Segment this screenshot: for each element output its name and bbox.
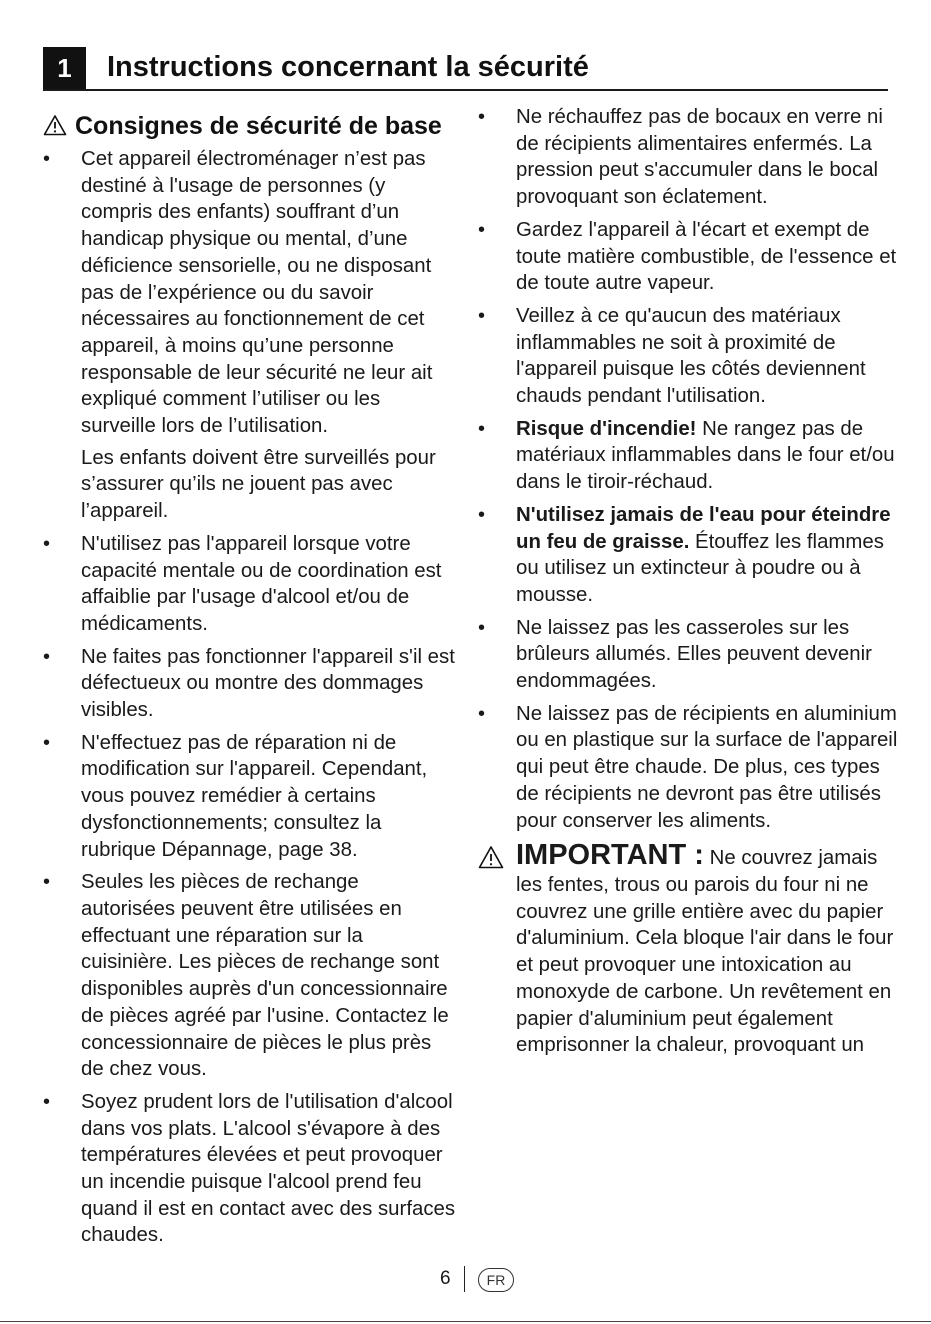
language-badge: FR <box>478 1268 514 1292</box>
important-notice <box>478 840 898 1059</box>
list-item <box>478 701 898 835</box>
list-item-text: Ne laissez pas de récipients en aluminium ou en plastique sur la surface de l'appareil qui peut être chaude. De plus, ces types de récipients ne devront pas être utilisés pour conserver les aliments. <box>516 702 898 832</box>
bottom-divider <box>0 1321 931 1322</box>
list-item <box>43 146 458 525</box>
chapter-header <box>43 47 888 91</box>
chapter-title: Instructions concernant la sécurité <box>107 51 589 83</box>
list-item-text: Cet appareil électroménager n’est pas destiné à l'usage de personnes (y compris des enfants) souffrant d’un handicap physique ou mental, d’une déficience sensorielle, ou ne disposant pas de l’expérience ou du savoir nécessaires au fonctionnement de cet appareil, à moins qu’une personne responsable de leur sécurité ne leur ait expliqué comment l’utiliser ou les surveille lors de l’utilisation. <box>81 148 433 438</box>
page-footer <box>0 1266 931 1294</box>
left-column <box>43 108 458 1255</box>
list-item <box>43 730 458 864</box>
section-heading-text: Consignes de sécurité de base <box>75 112 442 140</box>
footer-divider <box>464 1266 465 1292</box>
list-item <box>478 615 898 695</box>
list-item <box>43 1089 458 1249</box>
list-item-text: Étouffez les flammes ou utilisez un extincteur à poudre ou à mousse. <box>516 530 884 606</box>
list-item-text: Veillez à ce qu'aucun des matériaux inflammables ne soit à proximité de l'appareil puisque les côtés deviennent chauds pendant l'utilisation. <box>516 304 866 408</box>
section-heading <box>43 108 458 140</box>
list-item-text: N'utilisez pas l'appareil lorsque votre capacité mentale ou de coordination est affaiblie par l'usage d'alcool et/ou de médicaments. <box>81 532 442 635</box>
list-item-text: Soyez prudent lors de l'utilisation d'alcool dans vos plats. L'alcool s'évapore à des températures élevées et peut provoquer un incendie puisque l'alcool prend feu quand il est en contact avec des surfaces chaudes. <box>81 1090 456 1247</box>
right-column <box>478 104 898 1059</box>
chapter-number-badge: 1 <box>43 47 86 89</box>
list-item-text: Ne rangez pas de matériaux inflammables dans le four et/ou dans le tiroir-réchaud. <box>516 417 895 494</box>
list-item <box>478 303 898 410</box>
list-item <box>478 416 898 496</box>
list-item <box>478 217 898 297</box>
list-item-subtext: Les enfants doivent être surveillés pour s’assurer qu’ils ne jouent pas avec l’appareil. <box>81 446 436 523</box>
grease-fire-warning: N'utilisez jamais de l'eau pour éteindre un feu de graisse. <box>516 503 891 553</box>
warning-triangle-icon <box>43 114 67 140</box>
important-label: IMPORTANT : <box>516 839 704 872</box>
safety-list-left <box>43 146 458 1249</box>
list-item-text: Gardez l'appareil à l'écart et exempt de toute matière combustible, de l'essence et de toute autre vapeur. <box>516 218 897 295</box>
list-item <box>43 869 458 1083</box>
list-item-text: Ne faites pas fonctionner l'appareil s'il est défectueux ou montre des dommages visibles. <box>81 645 455 722</box>
fire-risk-label: Risque d'incendie! <box>516 417 697 440</box>
list-item <box>478 502 898 609</box>
list-item-text: N'effectuez pas de réparation ni de modification sur l'appareil. Cependant, vous pouvez remédier à certains dysfonctionnements; consultez la rubrique Dépannage, page 38. <box>81 731 428 861</box>
list-item-text: Ne réchauffez pas de bocaux en verre ni de récipients alimentaires enfermés. La pression peut s'accumuler dans le bocal provoquant son éclatement. <box>516 106 883 209</box>
list-item <box>478 104 898 211</box>
warning-triangle-icon <box>478 845 504 877</box>
important-text: Ne couvrez jamais les fentes, trous ou parois du four ni ne couvrez une grille entière avec du papier d'aluminium. Cela bloque l'air dans le four et peut provoquer une intoxication au monoxyde de carbone. Un revêtement en papier d'aluminium peut également emprisonner la chaleur, provoquant un <box>516 847 894 1057</box>
list-item-text: Seules les pièces de rechange autorisées peuvent être utilisées en effectuant une réparation sur la cuisinière. Les pièces de rechange sont disponibles auprès d'un concessionnaire de pièces agréé par l'usine. Contactez le concessionnaire de pièces le plus près de chez vous. <box>81 871 449 1081</box>
list-item-text: Ne laissez pas les casseroles sur les brûleurs allumés. Elles peuvent devenir endommagées. <box>516 616 872 693</box>
page-number: 6 <box>440 1268 451 1289</box>
list-item <box>43 644 458 724</box>
list-item <box>43 531 458 638</box>
safety-list-right <box>478 104 898 834</box>
